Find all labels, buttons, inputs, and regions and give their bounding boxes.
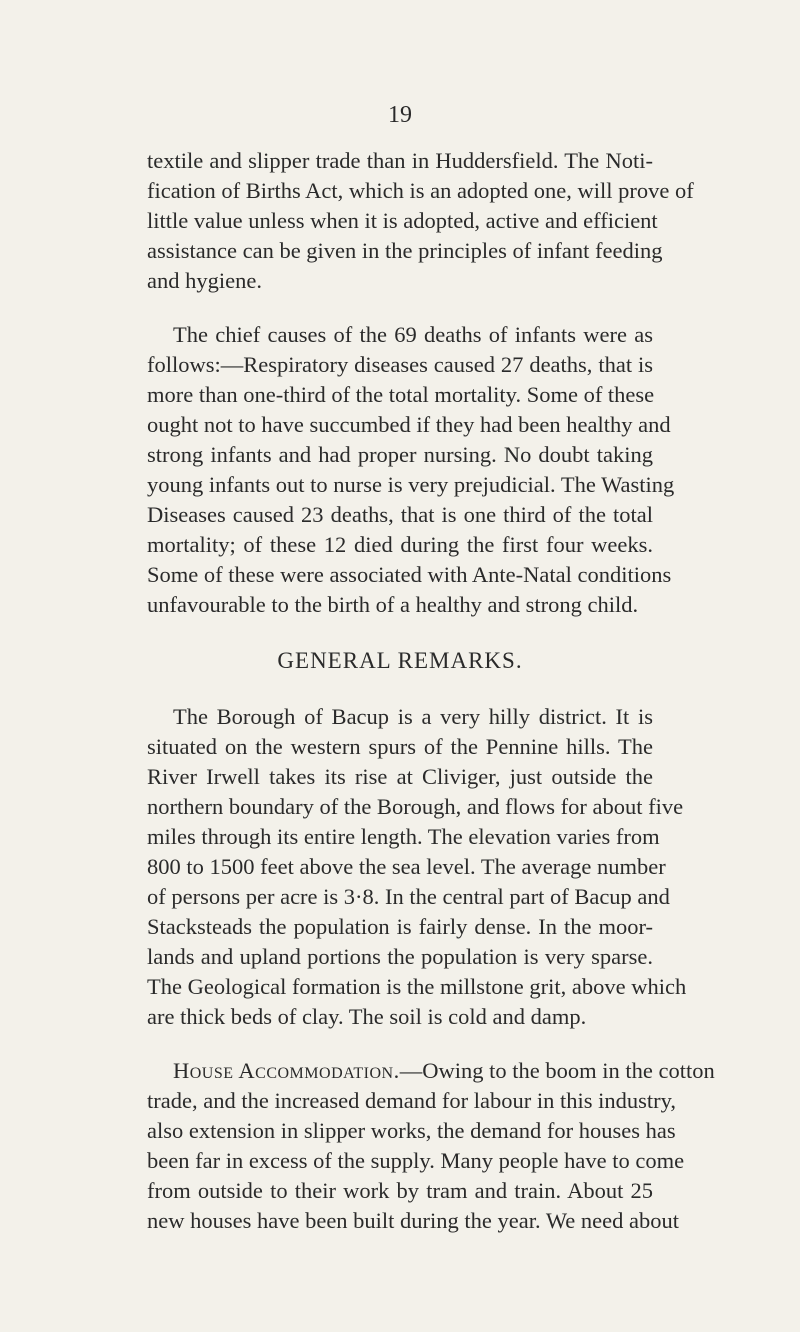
text-line: ought not to have succumbed if they had been healthy and bbox=[147, 412, 671, 437]
text-line: lands and upland portions the population is very sparse. bbox=[147, 944, 653, 969]
subsection-title: House Accommodation. bbox=[173, 1058, 400, 1083]
text-line: and hygiene. bbox=[147, 268, 262, 293]
text-line: situated on the western spurs of the Pennine hills. The bbox=[147, 734, 653, 759]
text-line: textile and slipper trade than in Huddersfield. The Noti- bbox=[147, 148, 653, 173]
text-line: also extension in slipper works, the demand for houses has bbox=[147, 1118, 676, 1143]
text-line: mortality; of these 12 died during the first four weeks. bbox=[147, 532, 653, 557]
text-line: young infants out to nurse is very prejudicial. The Wasting bbox=[147, 472, 675, 497]
text-line: The chief causes of the 69 deaths of infants were as bbox=[173, 322, 653, 347]
text-line: follows:—Respiratory diseases caused 27 deaths, that is bbox=[147, 352, 653, 377]
text-line: Diseases caused 23 deaths, that is one third of the total bbox=[147, 502, 653, 527]
text-line: little value unless when it is adopted, active and efficient bbox=[147, 208, 658, 233]
text-line: miles through its entire length. The elevation varies from bbox=[147, 824, 660, 849]
text-line: new houses have been built during the year. We need about bbox=[147, 1208, 679, 1233]
text-line: 800 to 1500 feet above the sea level. The average number bbox=[147, 854, 666, 879]
text-span: —Owing to the boom in the cotton bbox=[399, 1058, 715, 1083]
text-line: fication of Births Act, which is an adopted one, will prove of bbox=[147, 178, 694, 203]
text-line: northern boundary of the Borough, and flows for about five bbox=[147, 794, 684, 819]
text-line: The Geological formation is the millstone grit, above which bbox=[147, 974, 687, 999]
text-line bbox=[173, 1056, 715, 1086]
text-line: Some of these were associated with Ante-Natal conditions bbox=[147, 562, 672, 587]
text-line: trade, and the increased demand for labour in this industry, bbox=[147, 1088, 677, 1113]
text-line: assistance can be given in the principles of infant feeding bbox=[147, 238, 663, 263]
text-line: strong infants and had proper nursing. No doubt taking bbox=[147, 442, 653, 467]
text-line: of persons per acre is 3·8. In the central part of Bacup and bbox=[147, 884, 670, 909]
text-line: The Borough of Bacup is a very hilly district. It is bbox=[173, 704, 653, 729]
text-line: more than one-third of the total mortality. Some of these bbox=[147, 382, 655, 407]
text-line: been far in excess of the supply. Many people have to come bbox=[147, 1148, 685, 1173]
text-line: unfavourable to the birth of a healthy and strong child. bbox=[147, 592, 639, 617]
section-heading: GENERAL REMARKS. bbox=[277, 648, 523, 673]
text-line: are thick beds of clay. The soil is cold and damp. bbox=[147, 1004, 587, 1029]
page-number: 19 bbox=[388, 102, 412, 128]
text-line: River Irwell takes its rise at Cliviger, just outside the bbox=[147, 764, 653, 789]
text-line: from outside to their work by tram and train. About 25 bbox=[147, 1178, 653, 1203]
text-line: Stacksteads the population is fairly dense. In the moor- bbox=[147, 914, 653, 939]
